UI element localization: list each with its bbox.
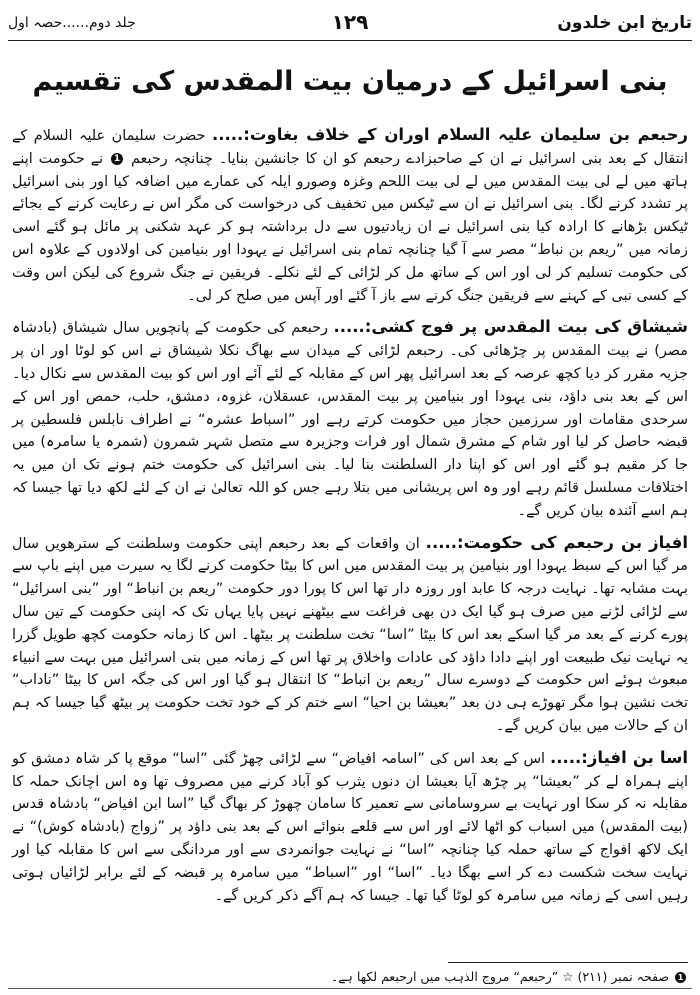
paragraph xyxy=(12,532,688,738)
paragraph-text: رحبعم کی حکومت کے پانچویں سال شیشاق (بادشاہ مصر) نے بیت المقدس پر چڑھائی کی۔ رحبعم لڑائی کے میدان سے بھاگ نکلا شیشاق نے اس کو لوٹا اور ان پر جزیہ مقرر کر دیا کچھ عرصہ کے بعد اسرائیل پھر اس کے مقابلہ کے لئے آئے اور اس کو بیت المقدس سے نکال دیا۔ اس کے بعد بنی داؤد، بنی یہودا اور بنیامین پر بیت المقدس، عسقلان، غزوہ، دمشق، حلب، حمص اور اس کے سرحدی مقامات اور سرزمین حجاز میں حکومت کرتے رہے اور ”اسباط عشرہ“ نے اطراف نابلس فلسطین پر قبضہ حاصل کر لیا اور شام کے مشرق شمال اور فرات وجزیرہ سے متصل شہر شمرون (شمرہ یا سامرہ) میں جا کر مقیم ہو گئے اور اس کو اپنا دار السلطنت بنا لیا۔ بنی اسرائیل کی حکومت ختم ہونے تک ان میں یہ اختلافات مسلسل قائم رہے اور وہ اس پریشانی میں بتلا رہے جس کو اللہ تعالیٰ نے ان کے لئے لکھ دیا تھا جیسا کہ ہم اسے آئندہ بیان کریں گے۔ xyxy=(12,320,688,519)
section-heading: اسا بن افیاز:..... xyxy=(549,747,688,767)
running-header xyxy=(8,8,692,38)
paragraph xyxy=(12,316,688,522)
paragraph-text: ان واقعات کے بعد رحبعم اپنی حکومت وسلطنت کے سترھویں سال مر گیا اس کے سبط یہودا اور بنیامین پر بیت المقدس میں اس کا بیٹا حکومت کرنے لگا یہ سیرت میں اپنے باپ سے بہت مشابہ تھا۔ نہایت درجہ کا عابد اور روزہ دار تھا اس کا پورا دور حکومت ”ریعم بن انباط“ اور ”بنی اسرائیل“ سے لڑائی لڑنے میں صرف ہو گیا ایک دن بھی فراغت سے بیٹھنے نہیں پایا یہاں تک کہ اپنی حکومت کے تین سال پورے کرنے کے بعد مر گیا اسکے بعد اس کا بیٹا ”اسا“ تخت سلطنت پر بیٹھا۔ اس کا زمانہ حکومت کچھ طویل گزرا یہ نہایت نیک طبیعت اور اپنے دادا داؤد کی عادات واخلاق پر تھا اس کے زمانہ میں بنی اسرائیل میں بہت سے انبیاء مبعوث ہوئے اس حکومت کے دوسرے سال ”ریعم بن انباط“ کا انتقال ہو گیا اور اس کی جگہ اس کا بیٹا ”ناداب“ تخت نشین ہوا مگر تھوڑے ہی دن بعد ”بعیشا بن احیا“ اسے ختم کر کے خود تخت حکومت پر بیٹھ گیا جیسا کہ ہم ان کے حالات میں بیان کریں گے۔ xyxy=(12,535,688,734)
header-rule xyxy=(8,40,692,41)
chapter-title: بنی اسرائیل کے درمیان بیت المقدس کی تقسیم xyxy=(32,66,668,97)
footnote-marker[interactable]: 1 xyxy=(111,153,123,165)
section-heading: افیاز بن رحبعم کی حکومت:..... xyxy=(425,532,689,552)
paragraph xyxy=(12,747,688,908)
footnote-marker: 1 xyxy=(675,972,686,983)
footnote-rule xyxy=(448,962,688,963)
book-title: تاریخ ابن خلدون xyxy=(557,13,692,33)
footnote xyxy=(12,968,688,986)
main-text xyxy=(12,124,688,916)
paragraph-text: اس کے بعد اس کی ”اسامہ افیاض“ سے لڑائی چھڑ گئی ”اسا“ موقع پا کر شاہ دمشق کو اپنے ہمراہ لے کر ”بعیشا“ پر چڑھ آیا بعیشا ان دنوں یثرب کو آباد کرنے میں مصروف تھا وہ اس اچانک حملہ کا مقابلہ نہ کر سکا اور نہایت بے سروسامانی سے تعمیر کا سامان چھوڑ کر بھاگ گیا ”اسا ابن افیاض“ بادشاہ قدس (بیت المقدس) میں اسباب کو اٹھا لائے اور اس سے قلعے بنوائے اس کے بعد بنی داؤد پر ”زواج (بادشاہ کوش)“ نے ایک لاکھ افواج کے ساتھ حملہ کیا چنانچہ ”اسا“ نے نہایت جوانمردی سے اور مردانگی سے اس کا مقابلہ کیا اور نہایت سخت شکست دے کر اسے بھگا دیا۔ ”اسا“ اور ”اسباط“ میں سامرہ پر قبضہ کے لئے برابر لڑائیاں ہوتی رہیں اسی کے زمانہ میں سامرہ کو لوٹا گیا تھا۔ جیسا کہ ہم آگے ذکر کریں گے۔ xyxy=(12,750,688,904)
page-number: ۱۲۹ xyxy=(331,10,369,34)
paragraph xyxy=(12,124,688,307)
volume-label: جلد دوم......حصہ اول xyxy=(8,15,136,31)
footnote-text: صفحہ نمبر (۲۱۱) ☆ ”رحبعم“ مروج الذہب میں ارحبعم لکھا ہے۔ xyxy=(330,969,670,984)
paragraph-text: نے حکومت اپنے ہاتھ میں لے لی بیت المقدس میں لے لی بیت اللحم وغزہ وصورو ایلہ کی عمارے میں اضافہ کیا اور بنی اسرائیل پر تشدد کرنے لگا۔ بنی اسرائیل نے ان سے ٹیکس میں تخفیف کی درخواست کی مگر اس نے رعایت کرنے کے بجائے ٹیکس بڑھانے کا ارادہ کیا بنی اسرائیل نے ان زیادتیوں سے دل برداشتہ ہو کر عہد شکنی پر مائل ہو گئے اسی زمانہ میں ”ریعم بن نباط“ مصر سے آ گیا چنانچہ تمام بنی اسرائیل نے یہودا اور بنیامین کی اولادوں کے علاوہ اس کی حکومت تسلیم کر لی اور اس کے ساتھ مل کر لڑائی کے لئے نکلے۔ فریقین نے جنگ شروع کی لیکن اس وقت کے کسی نبی کے کہنے سے فریقین جنگ کرنے سے باز آ گئے اور آپس میں صلح کر لی۔ xyxy=(12,150,688,304)
section-heading: شیشاق کی بیت المقدس پر فوج کشی:..... xyxy=(333,317,689,337)
bottom-rule xyxy=(8,988,692,989)
section-heading: رحبعم بن سلیمان علیہ السلام اوران کے خلاف بغاوت:..... xyxy=(211,125,688,144)
paragraph-text: حضرت سلیمان علیہ السلام کے انتقال کے بعد بنی اسرائیل نے ان کے صاحبزادے رحبعم کو ان کا جانشین بنایا۔ چنانچہ رحبعم xyxy=(12,128,688,167)
